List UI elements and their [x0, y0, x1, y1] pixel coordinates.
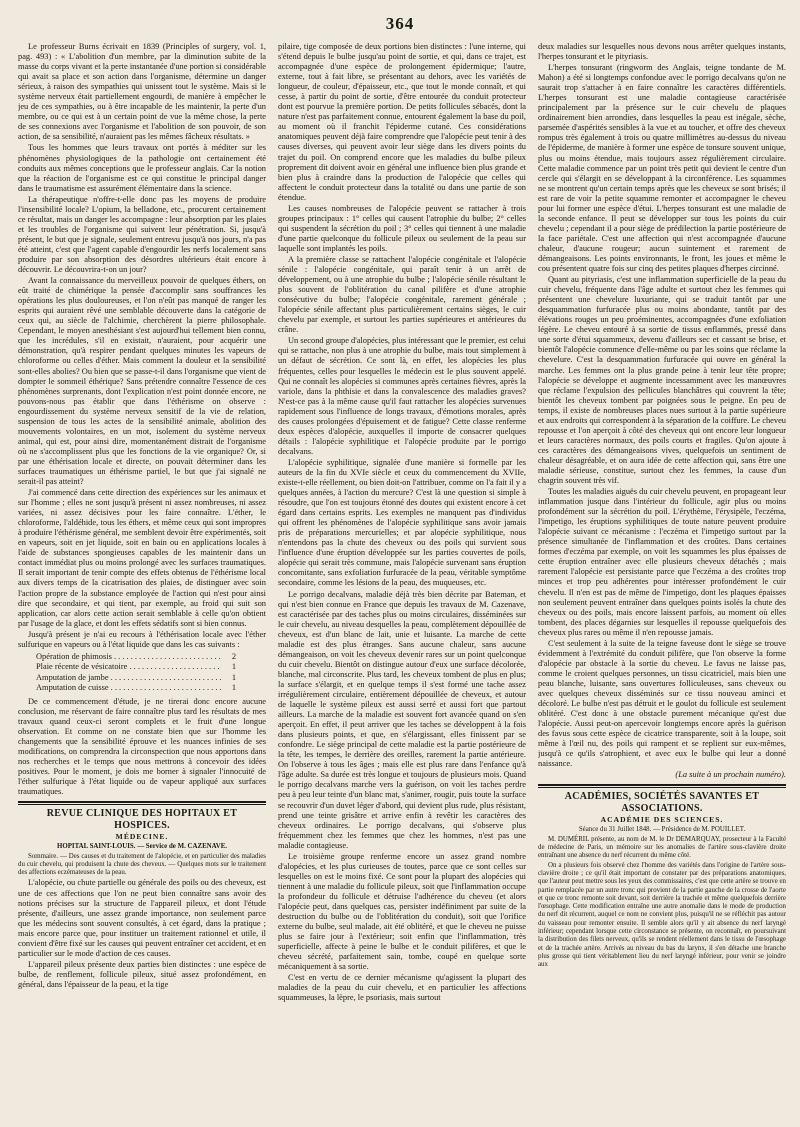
paragraph: La thérapeutique n'offre-t-elle donc pas les moyens de produire l'insensibilité locale? L'opium, la belladone, etc., procurent certainement ce résultat, mais un danger les accompagne : leur absorption par les plaies et les troubles de l'organisme qui suivent leur pénétration. Si, jusqu'à présent, le but que je signale, seulement entrevu jusqu'à nos jours, n'a pas été atteint, c'est que l'agent capable d'engourdir les nerfs localement sans produire par son absorption des désordres ultérieurs était encore à découvrir. Le découvrira-t-on un jour?: [18, 194, 266, 275]
operation-row: [36, 673, 236, 684]
column-3: [538, 42, 786, 1119]
paragraph: C'est seulement à la suite de la teigne faveuse dont le siège se trouve évidemment à l'extrémité du conduit pilifère, que l'on observe la forme d'alopécie par obstacle à la sortie du cheveu. Le favus ne laisse pas, comme le croient quelques personnes, un tissu cicatriciel, mais bien une peau blanche, luisante, sans ouvertures folliculeuses, sans cheveux ou avec quelques cheveux disséminés sur ce tissu nouveau aminci et décoloré. Le bulbe n'est pas détruit et le goulot du follicule est seulement oblitéré. C'est donc à une obstacle purement mécanique qu'est due l'alopécie. Aussi peut-on apercevoir longtemps encore après la guérison des favus sous cette espèce de cicatrice transparente, soit à la loupe, soit même à l'œil nu, des poils qui rampent et se replient sur eux-mêmes, jusqu'à ce qu'ils s'atrophient, et avec eux le bulbe qui leur a donné naissance.: [538, 638, 786, 769]
paragraph: M. DUMÉRIL présente, au nom de M. le Dr DEMARQUAY, prosecteur à la Faculté de médecine de Paris, un mémoire sur les anomalies de l'artère sous-clavière droite entraînant une absence du nerf récurrent du même côté.: [538, 835, 786, 860]
session-heading: Séance du 31 Juillet 1848. — Présidence de M. POUILLET.: [578, 826, 746, 834]
paragraph: pilaire, tige composée de deux portions bien distinctes : l'une interne, qui s'étend depuis le bulbe jusqu'au point de sortie, et qui, dans ce trajet, est accompagnée d'une espèce de prolongement épidermique; l'autre, externe, tout à fait libre, se présentant au dehors, avec les variétés de longueur, de couleur, d'épaisseur, etc., que tout le monde connaît, et qui cesse, à partir du point de sortie, d'être entourée du conduit protecteur dont est pourvue la première portion. De petits follicules sébacés, dont la nature n'est pas parfaitement connue, entourent également la base du poil, au moment où il franchit l'épiderme cutané. Ces considérations anatomiques peuvent déjà faire comprendre que l'alopécie peut tenir à des causes diverses, qui peuvent avoir leur siège dans les divers points du trajet du poil. On comprend encore que les maladies du bulbe pileux proprement dit doivent avoir en général une influence bien plus grande et bien plus à craindre dans la production de l'alopécie que celles qui affectent le conduit protecteur dans la totalité ou dans une partie de son étendue.: [278, 42, 526, 202]
paragraph: C'est en vertu de ce dernier mécanisme qu'agissent la plupart des maladies de la peau du cuir chevelu, et en particulier les affections squammeuses, la lèpre, le psoriasis, mais surtout: [278, 973, 526, 1003]
paragraph: J'ai commencé dans cette direction des expériences sur les animaux et sur l'homme ; elles ne sont jusqu'à présent ni assez nombreuses, ni assez variées, ni assez décisives pour les faire connaître. L'éther, le chloroforme, l'aldéhide, tous les éthers, et même ceux qui sont impropres à produire l'éthérisme général, me semblent devoir être expérimentés, soit en vapeurs, soit en jet liquide, soit en bain ou en applications locales à l'aide de substances spongieuses capables de les maintenir dans un contact immédiat plus ou moins prolongé avec les surfaces traumatiques. Il serait important de tenir compte des effets obtenus de l'éthérisme local aux divers temps de la cicatrisation des plaies, de distinguer avec soin l'action propre de la substance employée de l'action qui n'est pour ainsi dire que secondaire, et qui tient, par exemple, au froid qui suit son application, car alors cette action serait semblable à celle qu'on obtient par l'usage de la glace, et dont les effets sédatifs sont si bien connus.: [18, 488, 266, 628]
paragraph: L'alopécie, ou chute partielle ou générale des poils ou des cheveux, est une de ces affections que l'on ne peut bien connaître sans avoir des notions précises sur la structure de l'appareil pileux, et dont l'étude présente, d'ailleurs, une assez grande importance, non seulement parce que les médecins sont souvent consultés, à cet égard, dans la pratique ; mais encore parce que, pour instituer un traitement rationnel et utile, il convient d'être fixé sur les causes qui peuvent entraîner cet accident, et en particulier sur le mode d'action de ces causes.: [18, 878, 266, 958]
operation-label: Amputation de jambe . . .: [36, 673, 222, 684]
continued-note: (La suite à un prochain numéro).: [675, 770, 786, 780]
operation-label: Opération de phimosis . . .: [36, 652, 222, 663]
operation-count: 1: [231, 662, 236, 672]
paragraph: Toutes les maladies aiguës du cuir chevelu peuvent, en propageant leur inflammation jusque dans l'intérieur du follicule, agir plus ou moins profondément sur la sécrétion du poil. L'érythème, l'érysipèle, l'eczéma, l'impetigo, les éruptions syphilitiques de toute nature peuvent produire l'alopécie suivant ce mécanisme : l'eczéma et l'impetigo surtout par la présence simultanée de l'inflammation et des croûtes. Dans certaines formes d'eczéma par exemple, on voit les squammes les plus épaisses de cette éruption entraîner avec elle plusieurs cheveux détachés ; mais rarement l'alopécie est persistante parce que l'eczéma a des croûtes trop minces et trop peu adhérentes pour intéresser profondément le cuir chevelu. Il n'en est pas de même de l'impetigo, dont les plaques épaisses non seulement peuvent entraîner dans quelques points isolés la chute des cheveux ou des poils, mais encore laissent parfois, au moment où elles tombent, des places dégarnies sur lesquelles il repousse quelquefois des cheveux plus rares ou même il n'en repousse jamais.: [538, 487, 786, 637]
section-divider: [18, 801, 266, 803]
section-title: ACADÉMIES, SOCIÉTÉS SAVANTES ET ASSOCIATIONS.: [564, 791, 760, 815]
paragraph: L'herpes tonsurant (ringworm des Anglais, teigne tondante de M. Mahon) a été si longtemps confondue avec le porrigo decalvans qu'on ne saurait trop s'attacher à en faire connaître les caractères différentiels. L'herpes tonsurant est une maladie contagieuse caractérisée principalement par la présence sur le cuir chevelu de plaques ordinairement bien arrondies, dans lesquelles la peau est inégale, sèche, parsemée d'aspérités sensibles à la vue et au toucher, et offre des cheveux rompus très également à trois ou quatre millimètres au-dessus du niveau de l'épiderme, de manière à former une espèce de tonsure souvent unique, plus ou moins étendue, mais toujours assez régulièrement circulaire. Cette maladie commence par un point très petit qui devient le centre d'un cercle qui s'élargit en se développant à la circonférence. Les squammes ne se montrent qu'un certain temps après que les cheveux se sont brisés; il est rare de voir la petite squamme remonter et accompagner le cheveu pour lui former une espèce d'étui. L'herpes tonsurant est une maladie de la seconde enfance. Il peut se développer sur tous les points du cuir chevelu ; cependant il a pour siège de prédilection la partie postérieure de la face pariétale. C'est une affection qui n'est accompagnée d'aucune chaleur, d'aucune rougeur; aucun suintement et rarement de démangeaisons. Les points environnants, le front, les joues et même le cou présentent quatre fois sur cinq des petites plaques d'herpes circinné.: [538, 63, 786, 274]
page-number: 364: [385, 14, 415, 33]
paragraph: Avant la connaissance du merveilleux pouvoir de quelques éthers, on eût traité de chimérique la pensée d'accomplir sans souffrances les opérations les plus douloureuses, et l'on n'eût pas manqué de ranger les esprits qui auraient rêvé une semblable découverte dans la catégorie de ceux qui, au siècle de l'alchimie, cherchèrent la pierre philosophale. Cependant, le moyen anesthésiant s'est aujourd'hui tellement bien connu, que les incrédules, s'il en existait, n'auraient, pour acquérir une démonstration, qu'à respirer pendant quelques minutes les vapeurs de chloroforme ou celles d'éther. Mais comment la douleur et la sensibilité sont-elles abolies? Ou bien que se passe-t-il dans l'organisme que vient de dompter le sommeil éthérique? Sans prétendre connaître l'essence de ces phénomènes surprenants, dont l'explication n'est point donnée encore, ne pouvons-nous pas établir que dans l'éthérisme on observe : engourdissement du système nerveux sensitif de la vie de relation, suspension de tous les actes de la sensibilité animale, abolition des mouvements volontaires, en un mot, isolement du système nerveux animal, qui est, pour ainsi dire, momentanément distrait de l'organisme où ne s'accomplissent plus que les fonctions de la vie organique? Or, si par une éthérisation locale et directe, on pouvait déterminer dans les surfaces traumatiques un éthérisme partiel, le but que j'ai signalé ne serait-il pas atteint?: [18, 276, 266, 487]
operation-count: 1: [231, 683, 236, 693]
hospital-heading: HOPITAL SAINT-LOUIS. — Service de M. CAZENAVE.: [56, 843, 228, 851]
paragraph: Le troisième groupe renferme encore un assez grand nombre d'alopécies, et les plus curieuses de toutes, parce que ce sont celles sur lesquelles on est le moins fixé. Ce sont pour la plupart des alopécies qui tiennent à une maladie du follicule pileux, soit que l'inflammation occupe la profondeur du follicule et détruise l'adhérence du cheveu (et alors l'alopécie peut, dans quelques cas, persister indéfiniment par suite de la destruction du bulbe ou de l'oblitération du conduit), soit que l'orifice externe du bulbe, seul malade, ait été oblitéré, et que le cheveu ne puisse plus se faire jour à l'extérieur; soit enfin que l'inflammation, très superficielle, affecte à peine le bulbe et le conduit pilifères, et que le cheveu sécrété, parfaitement sain, tombe, coupé en quelque sorte mécaniquement à sa sortie.: [278, 851, 526, 972]
column-1: [18, 42, 266, 1119]
paragraph: Le porrigo decalvans, maladie déjà très bien décrite par Bateman, et qui n'est bien connue en France que depuis les travaux de M. Cazenave, est caractérisée par des taches plus ou moins circulaires, disséminées sur le cuir chevelu, au niveau desquelles la peau, complètement dépouillée de cheveux, est d'un blanc de lait, unie et luisante. La marche de cette maladie est des plus étranges. Sans aucune chaleur, sans aucune démangeaison, on voit les cheveux devenir rares sur un point quelconque du cuir chevelu. Bientôt on distingue autour d'eux une surface décolorée, blanche, mal circonscrite. Plus tard, les cheveux tombent de plus en plus; la surface s'élargit, et en quelque temps il s'est formé une tache assez irrégulièrement circulaire, entièrement dépouillée de cheveux, et autour de laquelle le système pileux est aussi serré et aussi fort que partout ailleurs. La marche de la maladie est souvent fort avancée quand on s'en aperçoit. En effet, il peut arriver que les taches se développent à la fois dans plusieurs points, et que, en s'élargissant, elles finissent par se confondre. Le siège principal de cette maladie est la partie postérieure de la tête, les tempes, le derrière des oreilles, rarement la partie antérieure. On l'observe à tous les âges ; mais elle est plus rare dans l'enfance qu'à l'âge adulte. Sa durée est très longue et toujours de plusieurs mois. Quand le porrigo decalvans marche vers la guérison, on voit les taches perdre peu à peu leur teinte d'un blanc mat, s'animer, rougir, puis toute la surface se recouvrir d'un duvet léger d'abord, qui devient plus rude, plus résistant, prend une teinte grisâtre et arrive enfin à revêtir les caractères des cheveux ordinaires. Le porrigo decalvans, qui s'observe plus fréquemment chez les femmes que chez les hommes, n'est pas une maladie contagieuse.: [278, 589, 526, 850]
operation-row: [36, 683, 236, 694]
column-2: [278, 42, 526, 1119]
operations-list: [36, 652, 236, 694]
summary: Sommaire. — Des causes et du traitement de l'alopécie, et en particulier des maladies du cuir chevelu, qui produisent la chute des cheveux. — Quelques mots sur le traitement des affections eczémateuses de la peau.: [18, 852, 266, 877]
section-divider: [538, 784, 786, 786]
section-title: REVUE CLINIQUE DES HOPITAUX ET HOSPICES.: [46, 808, 238, 832]
paragraph: Le professeur Burns écrivait en 1839 (Principles of surgery, vol. 1, pag. 493) : « L'abolition d'un membre, par la diminution subite de la masse du corps vivant et la perte instantanée d'une portion si considérable qui avait sa place et son action dans l'organisme, détermine un danger sérieux, à raison des sympathies qui unissent tout le système. Mais si le système nerveux était partiellement engourdi, de manière à empêcher le jeu de ces sympathies, ou à être incapable de les maintenir, la perte d'un membre, ou ce qui est à un certain point de vue la même chose, la perte de ses connexions avec l'organisme et l'abolition de son pouvoir, de son action, de sa sensibilité, n'auraient pas les mêmes fâcheux résultats. »: [18, 42, 266, 142]
paragraph: L'alopécie syphilitique, signalée d'une manière si formelle par les auteurs de la fin du XVIe siècle et ceux du commencement du XVIIe, existe-t-elle réellement, ou bien doit-on l'attribuer, comme on l'a fait il y a quelques années, à l'action du mercure? C'est là une question si simple à résoudre, que l'on est toujours étonné des doutes qui existent encore à cet égard dans certains esprits. Les exemples ne manquent pas d'individus qui offrent les phénomènes de l'alopécie syphilitique sans avoir jamais pris de préparations mercurielles; et par alopécie syphilitique, nous n'entendons pas la chute des cheveux ou des poils qui survient sous l'influence d'une éruption développée sur les parties couvertes de poils, alopécie qui serait très commune, mais l'alopécie survenant sans éruption concomitante, sans exfoliation furfuracée de la peau, véritable symptôme secondaire, comme les lésions de la peau, des muqueuses, etc.: [278, 457, 526, 588]
section-divider-thin: [18, 804, 266, 805]
section-subtitle: MÉDECINE.: [115, 832, 169, 842]
columns: [18, 42, 786, 1119]
paragraph: De ce commencement d'étude, je ne tirerai donc encore aucune conclusion, me réservant de faire connaître plus tard les résultats de mes travaux quand ceux-ci seront complets et le fruit d'une longue observation. Et comme on ne constate bien que sur l'homme les changements que la sensibilité éprouve et les nuances infinies de ses modifications, on comprendra la circonspection que nous apportons dans nos recherches et le temps que nous mettrons à concevoir des idées positives. Pour le moment, je dois me borner à signaler l'innocuité de l'éther sulfurique à l'état liquide ou de vapeur appliqué aux surfaces traumatiques.: [18, 696, 266, 797]
section-divider-thin: [538, 787, 786, 788]
operation-count: 1: [231, 672, 236, 682]
paragraph: L'appareil pileux présente deux parties bien distinctes : une espèce de bulbe, de renflement, follicule pileux, situé assez profondément, en général, dans l'épaisseur de la peau, et la tige: [18, 959, 266, 989]
paragraph: deux maladies sur lesquelles nous devons nous arrêter quelques instants, l'herpes tonsurant et le pityriasis.: [538, 42, 786, 62]
paragraph: On a plusieurs fois observé chez l'homme des variétés dans l'origine de l'artère sous-clavière droite ; ce qu'il était important de constater par des préparations anatomiques, que l'auteur peut mettre sous les yeux des commissaires, c'est que cette artère se trouve en partie remplacée par un autre tronc qui provient de la partie gauche de la crosse de l'aorte et que ce tronc remonte soit devant, soit derrière la trachée et même quelquefois derrière l'œsophage. Cette modification entraîne une autre anomalie dans le mode de production du nerf dit récurrent, auquel ce nom ne convient plus, puisqu'il ne se réfléchit pas autour du vaisseau pour remonter ensuite. Il semble alors qu'il y ait absence du nerf laryngé inférieur; cependant lorsque cette circonstance se présente, on reconnaît, en poursuivant la distribution des filets nerveux, qu'ils se rendent réellement dans le tissu de l'œsophage et de la trachée artère. Arrivés au niveau du bas du larynx, il s'en détache une branche plus grosse qui tient véritablement lieu du nerf laryngé inférieur, pour venir se joindre aux: [538, 861, 786, 969]
section-subtitle: ACADÉMIE DES SCIENCES.: [600, 815, 724, 825]
paragraph: A la première classe se rattachent l'alopécie congénitale et l'alopécie sénile : l'alopécie congénitale, qui paraît tenir à un arrêt de développement, ou à une atrophie du bulbe ; l'alopécie sénile résultant le plus souvent de l'oblitération du canal pilifère et d'une atrophie consécutive du bulbe; l'alopécie congénitale, rarement générale ; l'alopécie sénile affectant plus particulièrement certains sièges, le cuir chevelu par exemple, et surtout les parties supérieures et antérieures du crâne.: [278, 254, 526, 335]
paragraph: Tous les hommes que leurs travaux ont portés à méditer sur les phénomènes physiologiques de la pathologie ont certainement été conduits aux mêmes conceptions que le professeur anglais. Car la notion que la réaction de l'organisme est ce qui constitue le principal danger dans le traumatisme est assurément élémentaire dans la science.: [18, 143, 266, 193]
paragraph: Un second groupe d'alopécies, plus intéressant que le premier, est celui qui se rattache, non plus à une atrophie du bulbe, mais tout simplement à un défaut de sécrétion. Ce sont là, en effet, les alopécies les plus fréquentes, celles pour lesquelles le médecin est le plus souvent appelé. Qui ne connaît les alopécies si communes après certaines fièvres, après la variole, dans la phthisie et dans la convalescence des maladies graves? N'est-ce pas à la même cause qu'il faut rattacher les alopécies survenues rapidement sous l'influence de longs travaux, d'émotions morales, après des causes prolongées d'épuisement et de fatigue? Cette classe renferme deux espèces d'alopécie, auxquelles il importe de consacrer quelques détails : l'alopécie syphilitique et l'alopécie produite par le porrigo decalvans.: [278, 336, 526, 456]
paragraph: Quant au pityriasis, c'est une inflammation superficielle de la peau du cuir chevelu, fréquente dans l'âge adulte et surtout chez les femmes qui présentent une chevelure luxuriante, qui se traduit tantôt par une desquammation furfuracée plus ou moins abondante, tantôt par des élévations rouges un peu proéminentes, accompagnées d'une exfoliation légère. Le cheveu entouré à sa sortie de tissus enflammés, pressé dans une sorte d'étui squammeux, devenu d'ailleurs sec et cassant se brise, et bientôt l'alopécie commence d'elle-même ou par les soins que réclame la chevelure. C'est la desquammation furfuracée qui ouvre en général la marche. Les femmes ont la plus grande peine à tenir leur tête propre; l'alopécie se développe et augmente incessamment avec les manœuvres que réclame l'expulsion des pellicules blanchâtres qui couvrent la tête; bientôt les cheveux tombent par poignées sous le peigne. En peu de temps, il existe de nombreuses places nues surtout à la partie supérieure et aux endroits qui correspondent à la séparation de la coiffure. Le cheveu repousse et l'on aperçoit à côté des cheveux qui ont encore leur longueur et leurs caractères normaux, des poils courts et fragiles. Qu'on ajoute à ces caractères des démangeaisons vives, quelquefois un sentiment de chaleur désagréable, et on aura idée de cette affection qui, sans être une maladie sérieuse, constitue, surtout chez les femmes, la cause d'un chagrin souvent très vif.: [538, 275, 786, 486]
operation-row: [36, 652, 236, 663]
operation-label: Amputation de cuisse . . .: [36, 683, 222, 694]
paragraph: Les causes nombreuses de l'alopécie peuvent se rattacher à trois groupes principaux : 1° celles qui causent l'atrophie du bulbe; 2° celles qui suspendent la sécrétion du poil ; 3° celles qui tiennent à une maladie d'une partie quelconque du follicule pileux ou seulement de la peau sur laquelle sont implantés les poils.: [278, 203, 526, 253]
operation-count: 2: [231, 651, 236, 661]
operation-label: Plaie récente de vésicatoire . . .: [36, 662, 222, 673]
paragraph: Jusqu'à présent je n'ai eu recours à l'éthérisation locale avec l'éther sulfurique en vapeurs ou à l'état liquide que dans les cas suivants :: [18, 629, 266, 649]
operation-row: [36, 662, 236, 673]
